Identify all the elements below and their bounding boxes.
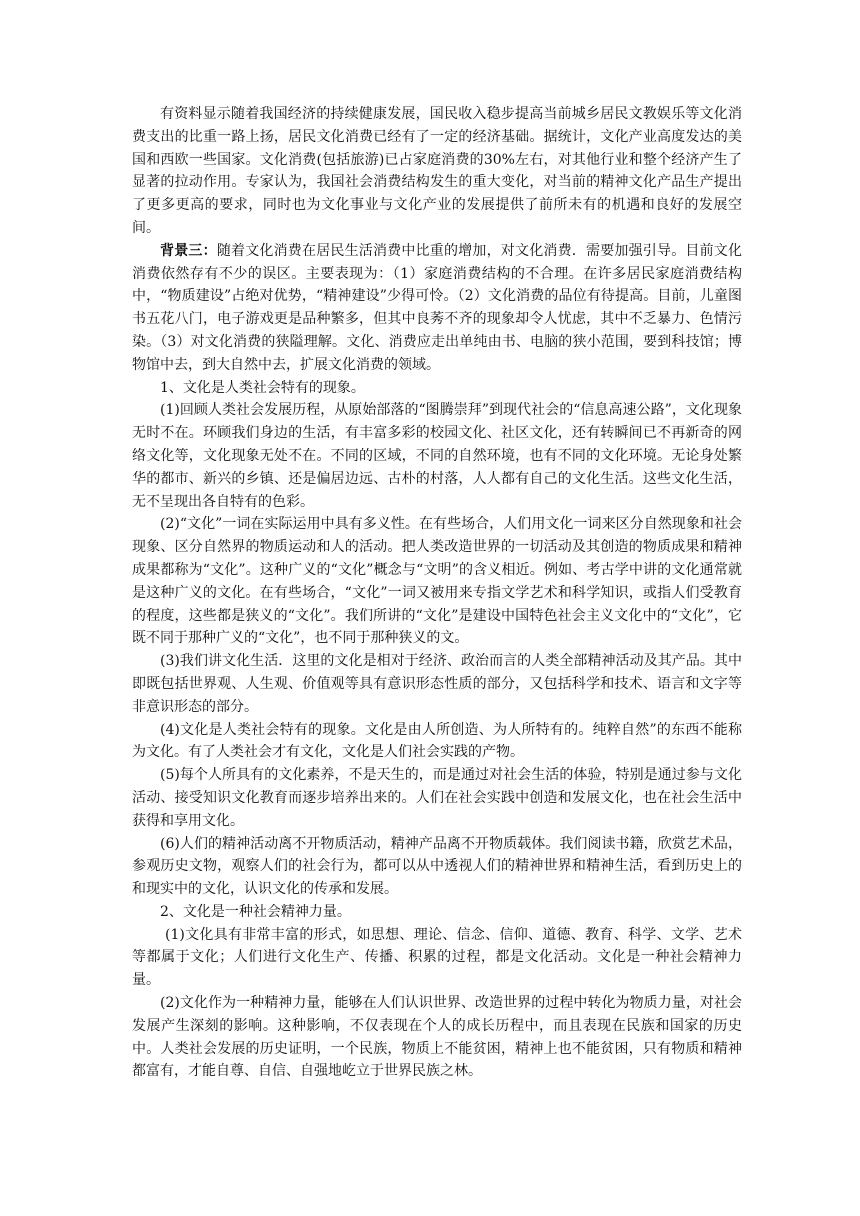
- paragraph-1-3: [132, 650, 742, 718]
- paragraph-1-1: [132, 399, 742, 513]
- paragraph-1-2: [132, 513, 742, 650]
- paragraph-1-5: [132, 764, 742, 832]
- paragraph-1-4: [132, 719, 742, 765]
- paragraph-2-1: [132, 924, 742, 992]
- heading-text: 2、文化是一种社会精神力量。: [160, 903, 351, 920]
- paragraph-lead: 背景三：: [160, 242, 217, 259]
- paragraph-text: (6)人们的精神活动离不开物质活动，精神产品离不开物质载体。我们阅读书籍，欣赏艺术品，参观历史文物，观察人们的社会行为，都可以从中透视人们的精神世界和精神生活，看到历史上的和现实中的文化，认识文化的传承和发展。: [132, 835, 742, 898]
- paragraph-text: (1)回顾人类社会发展历程，从原始部落的“图腾崇拜”到现代社会的“信息高速公路”，文化现象无时不在。环顾我们身边的生活，有丰富多彩的校园文化、社区文化，还有转瞬间已不再新奇的网络文化等，文化现象无处不在。不同的区域，不同的自然环境，也有不同的文化环境。无论身处繁华的都市、新兴的乡镇、还是偏居边远、古朴的村落，人人都有自己的文化生活。这些文化生活，无不呈现出各自特有的色彩。: [132, 402, 742, 510]
- paragraph-text: (5)每个人所具有的文化素养，不是天生的，而是通过对社会生活的体验，特别是通过参与文化活动、接受知识文化教育而逐步培养出来的。人们在社会实践中创造和发展文化，也在社会生活中获得和享用文化。: [132, 767, 742, 829]
- document-body: [132, 103, 742, 1083]
- paragraph-text: (2)“文化”一词在实际运用中具有多义性。在有些场合，人们用文化一词来区分自然现象和社会现象、区分自然界的物质运动和人的活动。把人类改造世界的一切活动及其创造的物质成果和精神成果都称为“文化”。这种广义的“文化”概念与“文明”的含义相近。例如、考古学中讲的文化通常就是这种广义的文化。在有些场合，“文化”一词又被用来专指文学艺术和科学知识，或指人们受教育的程度，这些都是狭义的“文化”。我们所讲的“文化”是建设中国特色社会主义文化中的“文化”，它既不同于那种广义的“文化”，也不同于那种狭义的文。: [132, 516, 742, 647]
- paragraph-text: (4)文化是人类社会特有的现象。文化是由人所创造、为人所特有的。纯粹自然”的东西不能称为文化。有了人类社会才有文化，文化是人们社会实践的产物。: [132, 721, 742, 761]
- paragraph-text: (2)文化作为一种精神力量，能够在人们认识世界、改造世界的过程中转化为物质力量，对社会发展产生深刻的影响。这种影响，不仅表现在个人的成长历程中，而且表现在民族和国家的历史中。人类社会发展的历史证明，一个民族，物质上不能贫困，精神上也不能贫困，只有物质和精神都富有，才能自尊、自信、自强地屹立于世界民族之林。: [132, 995, 742, 1080]
- paragraph-text: 随着文化消费在居民生活消费中比重的增加，对文化消费．需要加强引导。目前文化消费依然存有不少的误区。主要表现为：（1）家庭消费结构的不合理。在许多居民家庭消费结构中，“物质建设”占绝对优势，“精神建设”少得可怜。（2）文化消费的品位有待提高。目前，儿童图书五花八门，电子游戏更是品种繁多，但其中良莠不齐的现象却令人忧虑，其中不乏暴力、色情污染。（3）对文化消费的狭隘理解。文化、消费应走出单纯由书、电脑的狭小范围，要到科技馆；博物馆中去，到大自然中去，扩展文化消费的领域。: [132, 242, 743, 373]
- heading-text: 1、文化是人类社会特有的现象。: [160, 379, 365, 396]
- paragraph-intro: [132, 103, 742, 240]
- paragraph-1-6: [132, 833, 742, 901]
- paragraph-text: 有资料显示随着我国经济的持续健康发展，国民收入稳步提高当前城乡居民文教娱乐等文化消费支出的比重一路上扬，居民文化消费已经有了一定的经济基础。据统计，文化产业高度发达的美国和西欧一些国家。文化消费(包括旅游)已占家庭消费的30%左右，对其他行业和整个经济产生了显著的拉动作用。专家认为，我国社会消费结构发生的重大变化，对当前的精神文化产品生产提出了更多更高的要求，同时也为文化事业与文化产业的发展提供了前所未有的机遇和良好的发展空间。: [132, 106, 742, 236]
- paragraph-2-2: [132, 992, 742, 1083]
- paragraph-background-3: [132, 240, 742, 377]
- paragraph-text: (3)我们讲文化生活．这里的文化是相对于经济、政治而言的人类全部精神活动及其产品。其中即既包括世界观、人生观、价值观等具有意识形态性质的部分，又包括科学和技术、语言和文字等非意识形态的部分。: [132, 653, 742, 715]
- section-heading-2: [132, 901, 742, 924]
- paragraph-text: (1)文化具有非常丰富的形式，如思想、理论、信念、信仰、道德、教育、科学、文学、艺术等都属于文化；人们进行文化生产、传播、积累的过程，都是文化活动。文化是一种社会精神力量。: [132, 926, 742, 989]
- section-heading-1: [132, 377, 742, 400]
